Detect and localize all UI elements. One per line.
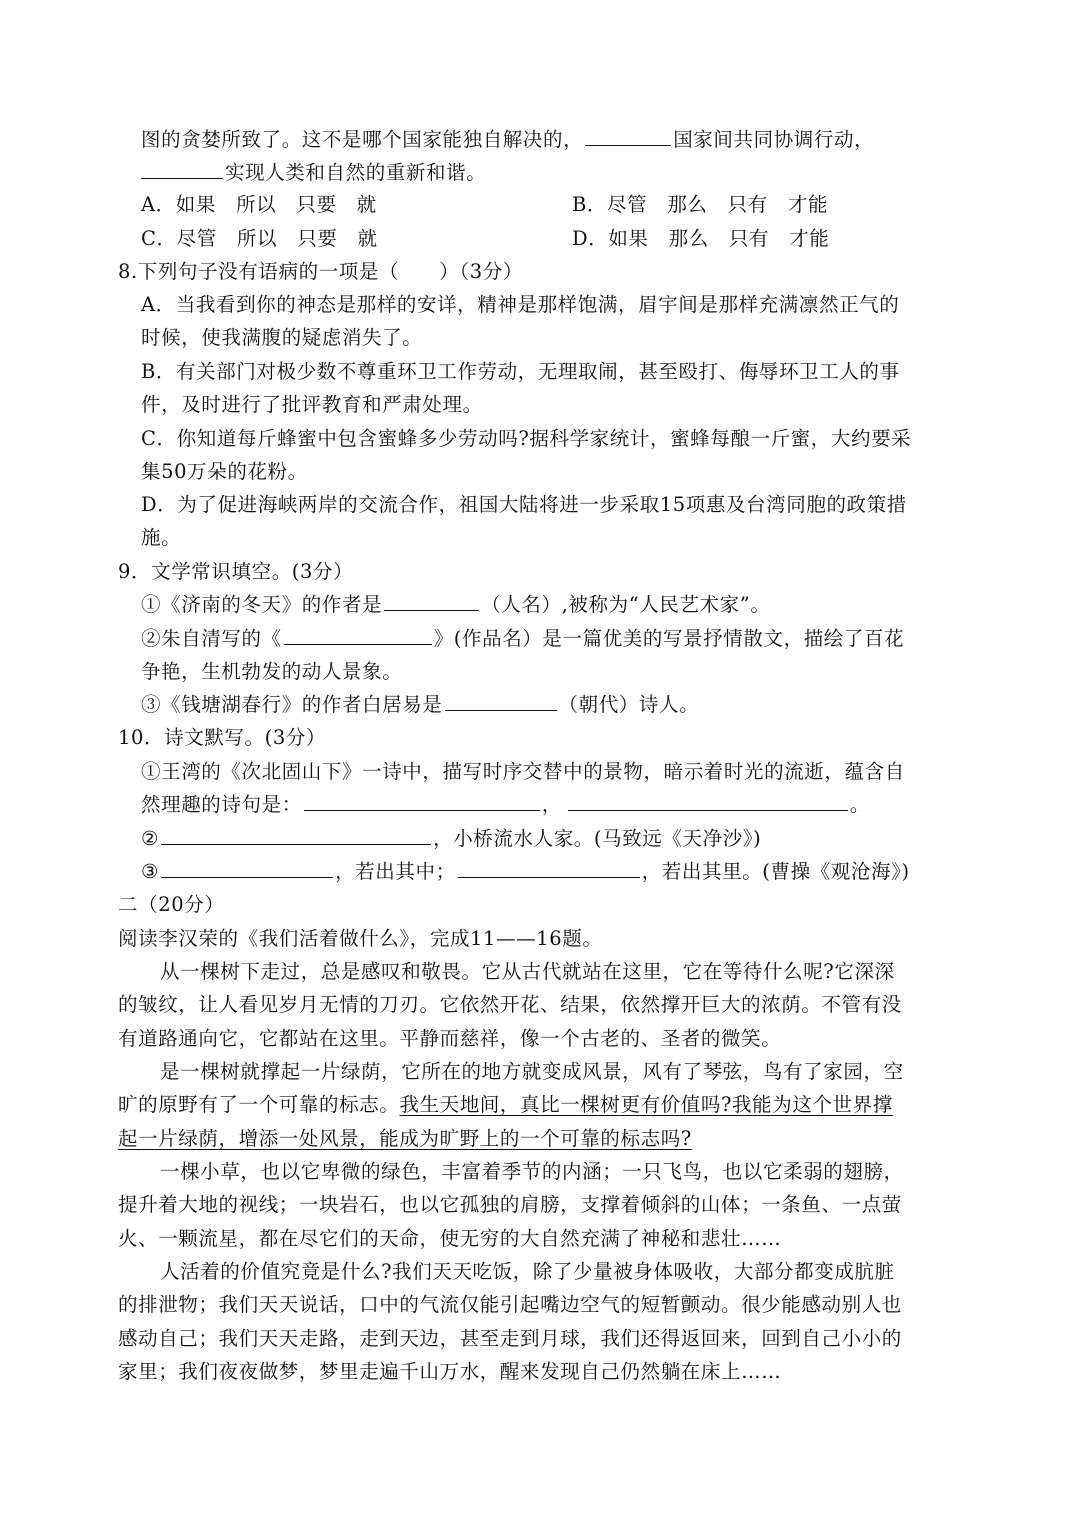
q7-option-c[interactable]: C．尽管 所以 只要 就: [141, 227, 378, 250]
q7-line-1: [141, 127, 874, 153]
reading-instruction: 阅读李汉荣的《我们活着做什么》，完成11——16题。: [118, 927, 603, 950]
q8-option-a[interactable]: A．当我看到你的神态是那样的安详，精神是那样饱满，眉宇间是那样充满凛然正气的: [141, 293, 900, 316]
q8-option-c[interactable]: C．你知道每斤蜂蜜中包含蜜蜂多少劳动吗?据科学家统计，蜜蜂每酿一斤蜜，大约要采: [141, 427, 912, 450]
passage-line: 家里；我们夜夜做梦，梦里走遍千山万水，醒来发现自己仍然躺在床上……: [118, 1360, 782, 1383]
passage-line: 有道路通向它，它都站在这里。平静而慈祥，像一个古老的、圣者的微笑。: [118, 1027, 782, 1050]
q7-line-2: [141, 160, 486, 186]
q7-option-b[interactable]: B．尽管 那么 只有 才能: [572, 193, 829, 216]
answer-blank[interactable]: [585, 127, 671, 146]
q10-text: ，: [541, 793, 562, 816]
q7-text: 实现人类和自然的重新和谐。: [225, 161, 487, 184]
q8-stem: 8.下列句子没有语病的一项是（ ）（3分）: [118, 260, 523, 283]
q10-text: ，若出其里。(曹操《观沧海》): [641, 860, 910, 883]
passage-line: 的皱纹，让人看见岁月无情的刀刃。它依然开花、结果，依然撑开巨大的浓荫。不管有没: [118, 993, 902, 1016]
q10-text: ②: [141, 827, 160, 850]
q9-item-3: [141, 692, 699, 718]
q9-text: ③《钱塘湖春行》的作者白居易是: [141, 693, 443, 716]
q9-text: 》(作品名）是一篇优美的写景抒情散文，描绘了百花: [433, 627, 905, 650]
q10-item-3: [141, 859, 910, 885]
q9-stem: 9．文学常识填空。(3分）: [118, 560, 354, 583]
underlined-sentence: 我生天地间，真比一棵树更有价值吗?我能为这个世界撑: [399, 1093, 893, 1116]
answer-blank[interactable]: [304, 792, 540, 811]
passage-line: 人活着的价值究竟是什么?我们天天吃饭，除了少量被身体吸收，大部分都变成肮脏: [160, 1260, 895, 1283]
answer-blank[interactable]: [445, 692, 557, 711]
q8-option-c-cont: 集50万朵的花粉。: [141, 460, 308, 483]
q9-text: ②朱自清写的《: [141, 627, 282, 650]
answer-blank[interactable]: [284, 626, 432, 645]
q7-option-d[interactable]: D．如果 那么 只有 才能: [572, 227, 830, 250]
q8-option-b-cont: 件，及时进行了批评教育和严肃处理。: [141, 393, 483, 416]
passage-line: [118, 1092, 893, 1118]
q10-text: 。: [849, 793, 871, 816]
passage-line: 是一棵树就撑起一片绿荫，它所在的地方就变成风景，风有了琴弦，鸟有了家园，空: [160, 1060, 904, 1083]
q9-text: ①《济南的冬天》的作者是: [141, 593, 383, 616]
underlined-sentence: 起一片绿荫，增添一处风景，能成为旷野上的一个可靠的标志吗?: [118, 1127, 692, 1150]
answer-blank[interactable]: [141, 160, 223, 179]
passage-text: 旷的原野有了一个可靠的标志。: [118, 1093, 400, 1116]
passage-line: 感动自己；我们天天走路，走到天边，甚至走到月球，我们还得返回来，回到自己小小的: [118, 1327, 902, 1350]
answer-blank[interactable]: [384, 592, 479, 611]
answer-blank[interactable]: [458, 859, 640, 878]
q9-text: （人名）,被称为“人民艺术家”。: [481, 593, 771, 616]
passage-line: 提升着大地的视线；一块岩石，也以它孤独的肩膀，支撑着倾斜的山体；一条鱼、一点萤: [118, 1193, 902, 1216]
q7-text: 国家间共同协调行动，: [673, 128, 875, 151]
passage-line: 一棵小草，也以它卑微的绿色，丰富着季节的内涵；一只飞鸟，也以它柔弱的翅膀，: [160, 1160, 904, 1183]
q9-item-2: [141, 626, 904, 652]
q10-item-2: [141, 826, 761, 852]
q10-text: ③: [141, 860, 160, 883]
q7-text: 图的贪婪所致了。这不是哪个国家能独自解决的，: [141, 128, 584, 151]
q10-item-1-cont: [141, 792, 870, 818]
q10-text: ，小桥流水人家。(马致远《天净沙》): [433, 827, 762, 850]
q10-text: 然理趣的诗句是：: [141, 793, 302, 816]
section-title: 二（20分）: [118, 893, 225, 916]
q9-text: （朝代）诗人。: [558, 693, 700, 716]
passage-line: 火、一颗流星，都在尽它们的天命，使无穷的大自然充满了神秘和悲壮……: [118, 1227, 782, 1250]
q8-option-d-cont: 施。: [141, 526, 182, 549]
q8-option-d[interactable]: D．为了促进海峡两岸的交流合作，祖国大陆将进一步采取15项惠及台湾同胞的政策措: [141, 493, 907, 516]
q8-option-a-cont: 时候，使我满腹的疑虑消失了。: [141, 326, 423, 349]
q9-item-2-cont: 争艳，生机勃发的动人景象。: [141, 660, 403, 683]
q9-item-1: [141, 592, 770, 618]
passage-line: [118, 1126, 692, 1152]
q10-stem: 10．诗文默写。(3分）: [118, 726, 327, 749]
q7-option-a[interactable]: A．如果 所以 只要 就: [141, 193, 377, 216]
q10-text: ，若出其中；: [335, 860, 456, 883]
answer-blank[interactable]: [161, 859, 333, 878]
q10-item-1: ①王湾的《次北固山下》一诗中，描写时序交替中的景物，暗示着时光的流逝，蕴含自: [141, 760, 905, 783]
q8-option-b[interactable]: B．有关部门对极少数不尊重环卫工作劳动，无理取闹，甚至殴打、侮辱环卫工人的事: [141, 360, 900, 383]
answer-blank[interactable]: [161, 826, 431, 845]
answer-blank[interactable]: [568, 792, 848, 811]
passage-line: 从一棵树下走过，总是感叹和敬畏。它从古代就站在这里，它在等待什么呢?它深深: [160, 960, 895, 983]
passage-line: 的排泄物；我们天天说话，口中的气流仅能引起嘴边空气的短暂颤动。很少能感动别人也: [118, 1293, 902, 1316]
